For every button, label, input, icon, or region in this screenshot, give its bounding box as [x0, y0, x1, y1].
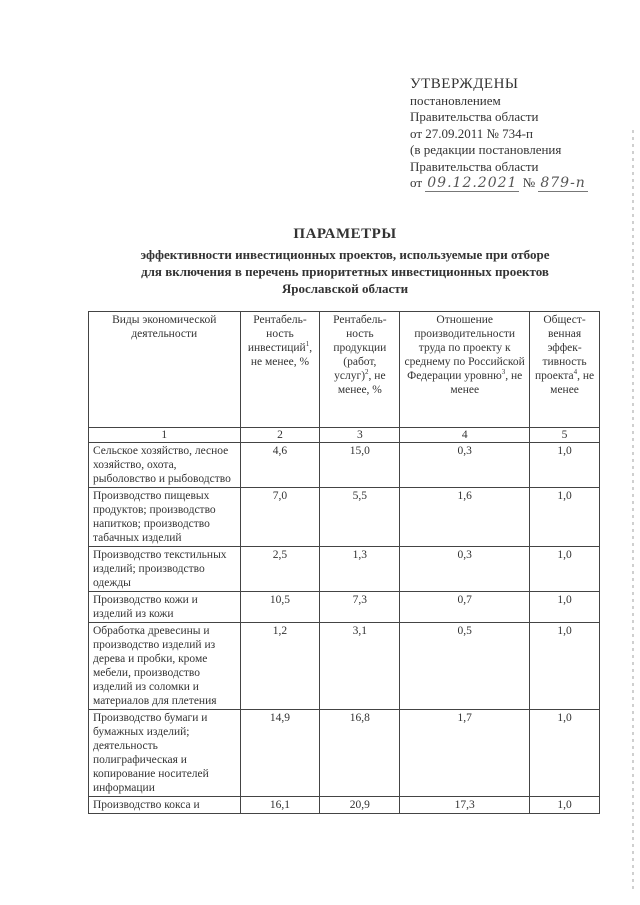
- title-subtitle-2: для включения в перечень приоритетных инвестиционных проектов: [141, 264, 549, 279]
- handwritten-date: 09.12.2021: [427, 175, 518, 191]
- value-cell: 1,6: [400, 488, 530, 547]
- index-cell: 5: [530, 428, 600, 443]
- scan-edge-artifact: [632, 130, 634, 890]
- activity-cell: Производство кожи и изделий из кожи: [89, 592, 241, 623]
- header-labor-productivity: Отношение производительности труда по проекту к среднему по Российской Федерации уровню$^3$, не менее: [400, 312, 530, 428]
- approval-block: [410, 76, 630, 192]
- index-cell: 2: [240, 428, 320, 443]
- value-cell: 10,5: [240, 592, 320, 623]
- value-cell: 17,3: [400, 797, 530, 814]
- approval-heading: УТВЕРЖДЕНЫ: [410, 76, 519, 92]
- value-cell: 16,1: [240, 797, 320, 814]
- table-index-row: [89, 428, 600, 443]
- value-cell: 14,9: [240, 710, 320, 797]
- approval-date-prefix: от: [410, 175, 423, 190]
- header-investment-profitability: Рентабель-ность инвестиций$^1$, не менее, %: [240, 312, 320, 428]
- table-header-row: [89, 312, 600, 428]
- activity-cell: Производство текстильных изделий; производство одежды: [89, 547, 241, 592]
- value-cell: 16,8: [320, 710, 400, 797]
- value-cell: 0,3: [400, 547, 530, 592]
- index-cell: 1: [89, 428, 241, 443]
- parameters-table: [88, 311, 600, 814]
- title-subtitle-3: Ярославской области: [281, 281, 409, 296]
- value-cell: 0,7: [400, 592, 530, 623]
- value-cell: 1,0: [530, 710, 600, 797]
- title-subtitle-1: эффективности инвестиционных проектов, используемые при отборе: [140, 247, 550, 262]
- approval-signature-line: [410, 175, 630, 192]
- value-cell: 1,2: [240, 623, 320, 710]
- value-cell: 1,7: [400, 710, 530, 797]
- table-row: [89, 488, 600, 547]
- value-cell: 15,0: [320, 443, 400, 488]
- value-cell: 1,0: [530, 592, 600, 623]
- activity-cell: Сельское хозяйство, лесное хозяйство, охота, рыболовство и рыбоводство: [89, 443, 241, 488]
- approval-line: (в редакции постановления: [410, 142, 562, 157]
- table-row: [89, 547, 600, 592]
- value-cell: 1,0: [530, 443, 600, 488]
- value-cell: 7,0: [240, 488, 320, 547]
- value-cell: 3,1: [320, 623, 400, 710]
- activity-cell: Производство бумаги и бумажных изделий; деятельность полиграфическая и копирование носителей информации: [89, 710, 241, 797]
- document-title: [90, 226, 600, 297]
- activity-cell: Производство пищевых продуктов; производство напитков; производство табачных изделий: [89, 488, 241, 547]
- handwritten-number: 879-п: [540, 175, 586, 191]
- header-public-efficiency: Общест-венная эффек-тивность проекта$^4$, не менее: [530, 312, 600, 428]
- table-row: [89, 443, 600, 488]
- index-cell: 3: [320, 428, 400, 443]
- table-row: [89, 623, 600, 710]
- header-product-profitability: Рентабель-ность продукции (работ, услуг)$^2$, не менее, %: [320, 312, 400, 428]
- value-cell: 4,6: [240, 443, 320, 488]
- approval-line: Правительства области: [410, 109, 539, 124]
- value-cell: 1,0: [530, 547, 600, 592]
- table-row: [89, 710, 600, 797]
- table-row: [89, 797, 600, 814]
- value-cell: 0,5: [400, 623, 530, 710]
- activity-cell: Производство кокса и: [89, 797, 241, 814]
- value-cell: 1,0: [530, 488, 600, 547]
- table-row: [89, 592, 600, 623]
- header-activity: Виды экономической деятельности: [89, 312, 241, 428]
- value-cell: 20,9: [320, 797, 400, 814]
- value-cell: 7,3: [320, 592, 400, 623]
- value-cell: 0,3: [400, 443, 530, 488]
- approval-number-prefix: №: [522, 175, 536, 190]
- value-cell: 2,5: [240, 547, 320, 592]
- value-cell: 1,0: [530, 797, 600, 814]
- index-cell: 4: [400, 428, 530, 443]
- approval-line: от 27.09.2011 № 734-п: [410, 125, 533, 141]
- title-main: ПАРАМЕТРЫ: [293, 226, 397, 242]
- activity-cell: Обработка древесины и производство изделий из дерева и пробки, кроме мебели, производство изделий из соломки и материалов для плетения: [89, 623, 241, 710]
- value-cell: 1,0: [530, 623, 600, 710]
- value-cell: 1,3: [320, 547, 400, 592]
- value-cell: 5,5: [320, 488, 400, 547]
- approval-line: Правительства области: [410, 158, 539, 174]
- approval-line: постановлением: [410, 92, 501, 108]
